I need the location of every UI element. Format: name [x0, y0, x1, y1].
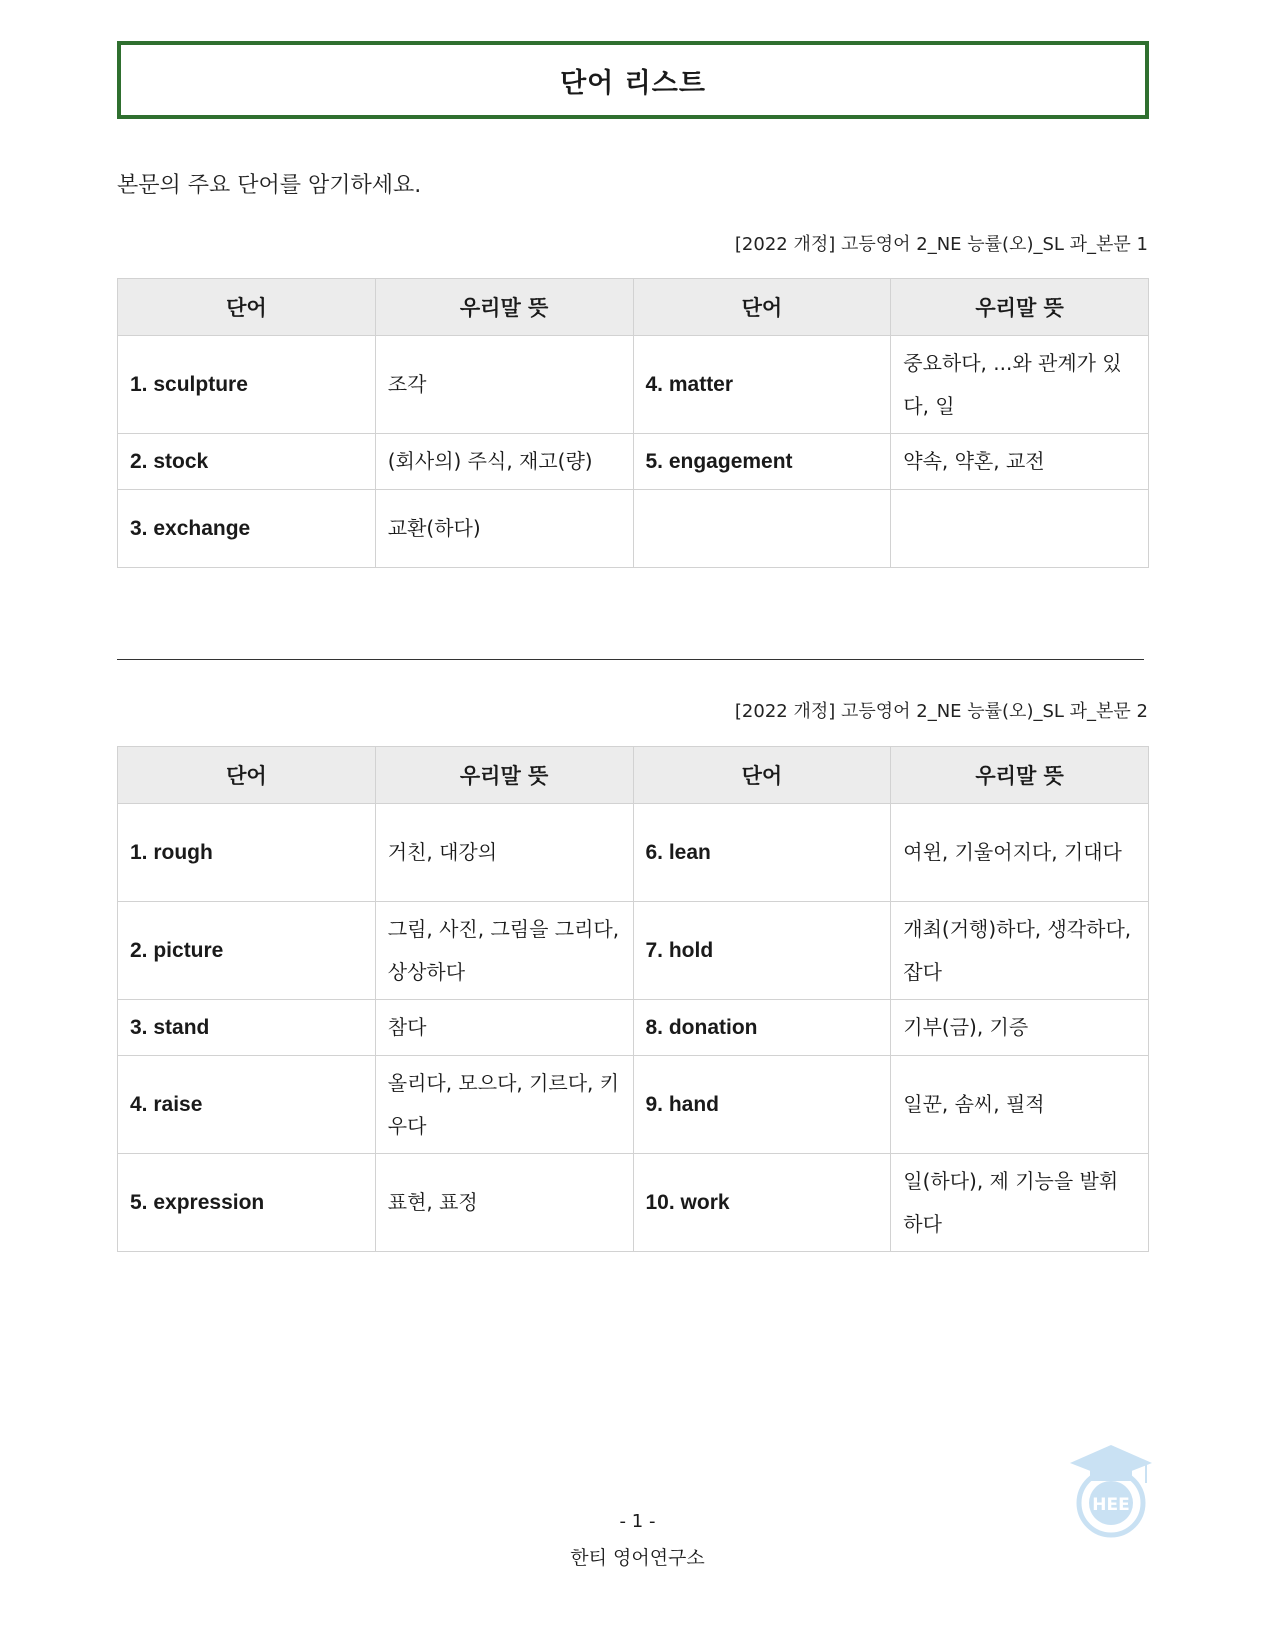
header-meaning: 우리말 뜻 [375, 747, 633, 804]
meaning-cell: 기부(금), 기증 [891, 1000, 1149, 1056]
word-cell: 2. picture [118, 902, 376, 1000]
vocab-table-1 [117, 278, 1149, 568]
meaning-cell: 일(하다), 제 기능을 발휘하다 [891, 1154, 1149, 1252]
word-cell: 5. engagement [633, 434, 891, 490]
section-divider [117, 659, 1144, 660]
svg-text:HEE: HEE [1092, 1495, 1130, 1515]
header-meaning: 우리말 뜻 [891, 747, 1149, 804]
instruction-text: 본문의 주요 단어를 암기하세요. [117, 173, 422, 198]
meaning-cell: 일꾼, 솜씨, 필적 [891, 1056, 1149, 1154]
header-meaning: 우리말 뜻 [375, 279, 633, 336]
vocab-table-2 [117, 746, 1149, 1252]
word-cell: 2. stock [118, 434, 376, 490]
page-title: 단어 리스트 [117, 41, 1149, 119]
table-row [118, 1000, 1149, 1056]
header-meaning: 우리말 뜻 [891, 279, 1149, 336]
meaning-cell: 표현, 표정 [375, 1154, 633, 1252]
header-word: 단어 [633, 747, 891, 804]
meaning-cell: 중요하다, ...와 관계가 있다, 일 [891, 336, 1149, 434]
word-cell: 8. donation [633, 1000, 891, 1056]
table-header-row [118, 747, 1149, 804]
table-row [118, 490, 1149, 568]
meaning-cell: 개최(거행)하다, 생각하다, 잡다 [891, 902, 1149, 1000]
table-row [118, 434, 1149, 490]
header-word: 단어 [118, 279, 376, 336]
meaning-cell: 그림, 사진, 그림을 그리다, 상상하다 [375, 902, 633, 1000]
word-cell [633, 490, 891, 568]
meaning-cell: 올리다, 모으다, 기르다, 키우다 [375, 1056, 633, 1154]
word-cell: 3. exchange [118, 490, 376, 568]
header-word: 단어 [118, 747, 376, 804]
table-row [118, 902, 1149, 1000]
meaning-cell: (회사의) 주식, 재고(량) [375, 434, 633, 490]
word-cell: 7. hold [633, 902, 891, 1000]
meaning-cell: 약속, 약혼, 교전 [891, 434, 1149, 490]
word-cell: 1. sculpture [118, 336, 376, 434]
word-cell: 5. expression [118, 1154, 376, 1252]
word-cell: 9. hand [633, 1056, 891, 1154]
meaning-cell: 교환(하다) [375, 490, 633, 568]
page-number: - 1 - [619, 1511, 656, 1532]
table-row [118, 336, 1149, 434]
word-cell: 3. stand [118, 1000, 376, 1056]
word-cell: 6. lean [633, 804, 891, 902]
table-row [118, 804, 1149, 902]
meaning-cell: 거친, 대강의 [375, 804, 633, 902]
meaning-cell [891, 490, 1149, 568]
table-row [118, 1154, 1149, 1252]
word-cell: 1. rough [118, 804, 376, 902]
table-row [118, 1056, 1149, 1154]
meaning-cell: 여윈, 기울어지다, 기대다 [891, 804, 1149, 902]
word-cell: 4. matter [633, 336, 891, 434]
word-cell: 4. raise [118, 1056, 376, 1154]
word-cell: 10. work [633, 1154, 891, 1252]
footer-organization: 한티 영어연구소 [570, 1547, 705, 1569]
header-word: 단어 [633, 279, 891, 336]
table-header-row [118, 279, 1149, 336]
meaning-cell: 참다 [375, 1000, 633, 1056]
meaning-cell: 조각 [375, 336, 633, 434]
section-1-source: [2022 개정] 고등영어 2_NE 능률(오)_SL 과_본문 1 [734, 234, 1148, 255]
section-2-source: [2022 개정] 고등영어 2_NE 능률(오)_SL 과_본문 2 [734, 701, 1148, 722]
